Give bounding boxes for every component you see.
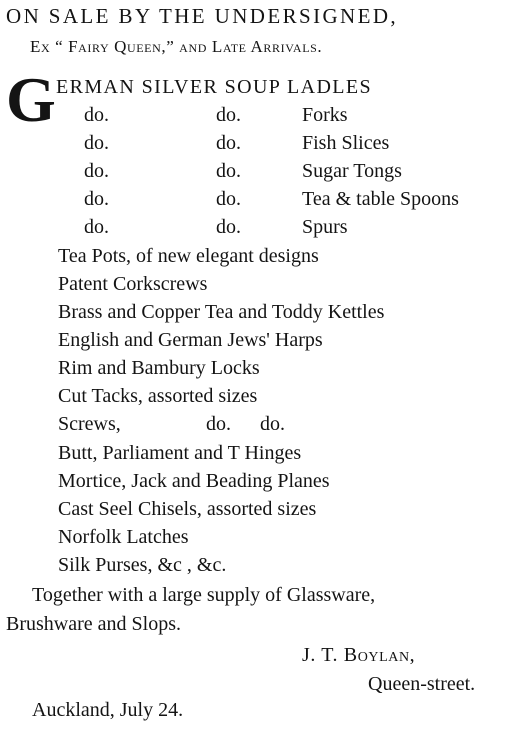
ad-title: ON SALE BY THE UNDERSIGNED, [6, 4, 399, 28]
ditto-col-1: do. [84, 132, 109, 154]
list-item: Rim and Bambury Locks [58, 357, 260, 379]
screws-ditto-2: do. [260, 413, 285, 435]
signature-name: J. T. Boylan, [302, 644, 416, 666]
drop-cap: G [6, 64, 56, 135]
list-item: Butt, Parliament and T Hinges [58, 442, 302, 464]
together-line-1: Together with a large supply of Glassware, [32, 584, 376, 606]
ditto-col-2: do. [216, 132, 241, 154]
ditto-col-2: do. [216, 188, 241, 210]
list-item: English and German Jews' Harps [58, 329, 323, 351]
screws-ditto-1: do. [206, 413, 231, 435]
list-item: Norfolk Latches [58, 526, 189, 548]
list-item: Cut Tacks, assorted sizes [58, 385, 258, 407]
signature-street: Queen-street. [368, 673, 476, 695]
ditto-item: Forks [302, 104, 348, 126]
list-item: Brass and Copper Tea and Toddy Kettles [58, 301, 385, 323]
dateline: Auckland, July 24. [32, 699, 184, 721]
list-item: Mortice, Jack and Beading Planes [58, 470, 330, 492]
ditto-col-1: do. [84, 216, 109, 238]
ladles-heading: ERMAN SILVER SOUP LADLES [56, 76, 373, 98]
ad-subtitle: Ex “ Fairy Queen,” and Late Arrivals. [30, 37, 323, 56]
ditto-col-2: do. [216, 104, 241, 126]
ditto-col-1: do. [84, 188, 109, 210]
ditto-col-1: do. [84, 160, 109, 182]
together-line-2: Brushware and Slops. [6, 613, 181, 635]
list-item: Cast Seel Chisels, assorted sizes [58, 498, 317, 520]
ditto-item: Tea & table Spoons [302, 188, 459, 210]
list-item: Silk Purses, &c , &c. [58, 554, 227, 576]
list-item: Tea Pots, of new elegant designs [58, 245, 319, 267]
ditto-item: Sugar Tongs [302, 160, 402, 182]
ditto-col-2: do. [216, 160, 241, 182]
screws-label: Screws, [58, 413, 121, 435]
ditto-item: Fish Slices [302, 132, 390, 154]
ditto-col-1: do. [84, 104, 109, 126]
ditto-item: Spurs [302, 216, 348, 238]
list-item: Patent Corkscrews [58, 273, 208, 295]
ditto-col-2: do. [216, 216, 241, 238]
